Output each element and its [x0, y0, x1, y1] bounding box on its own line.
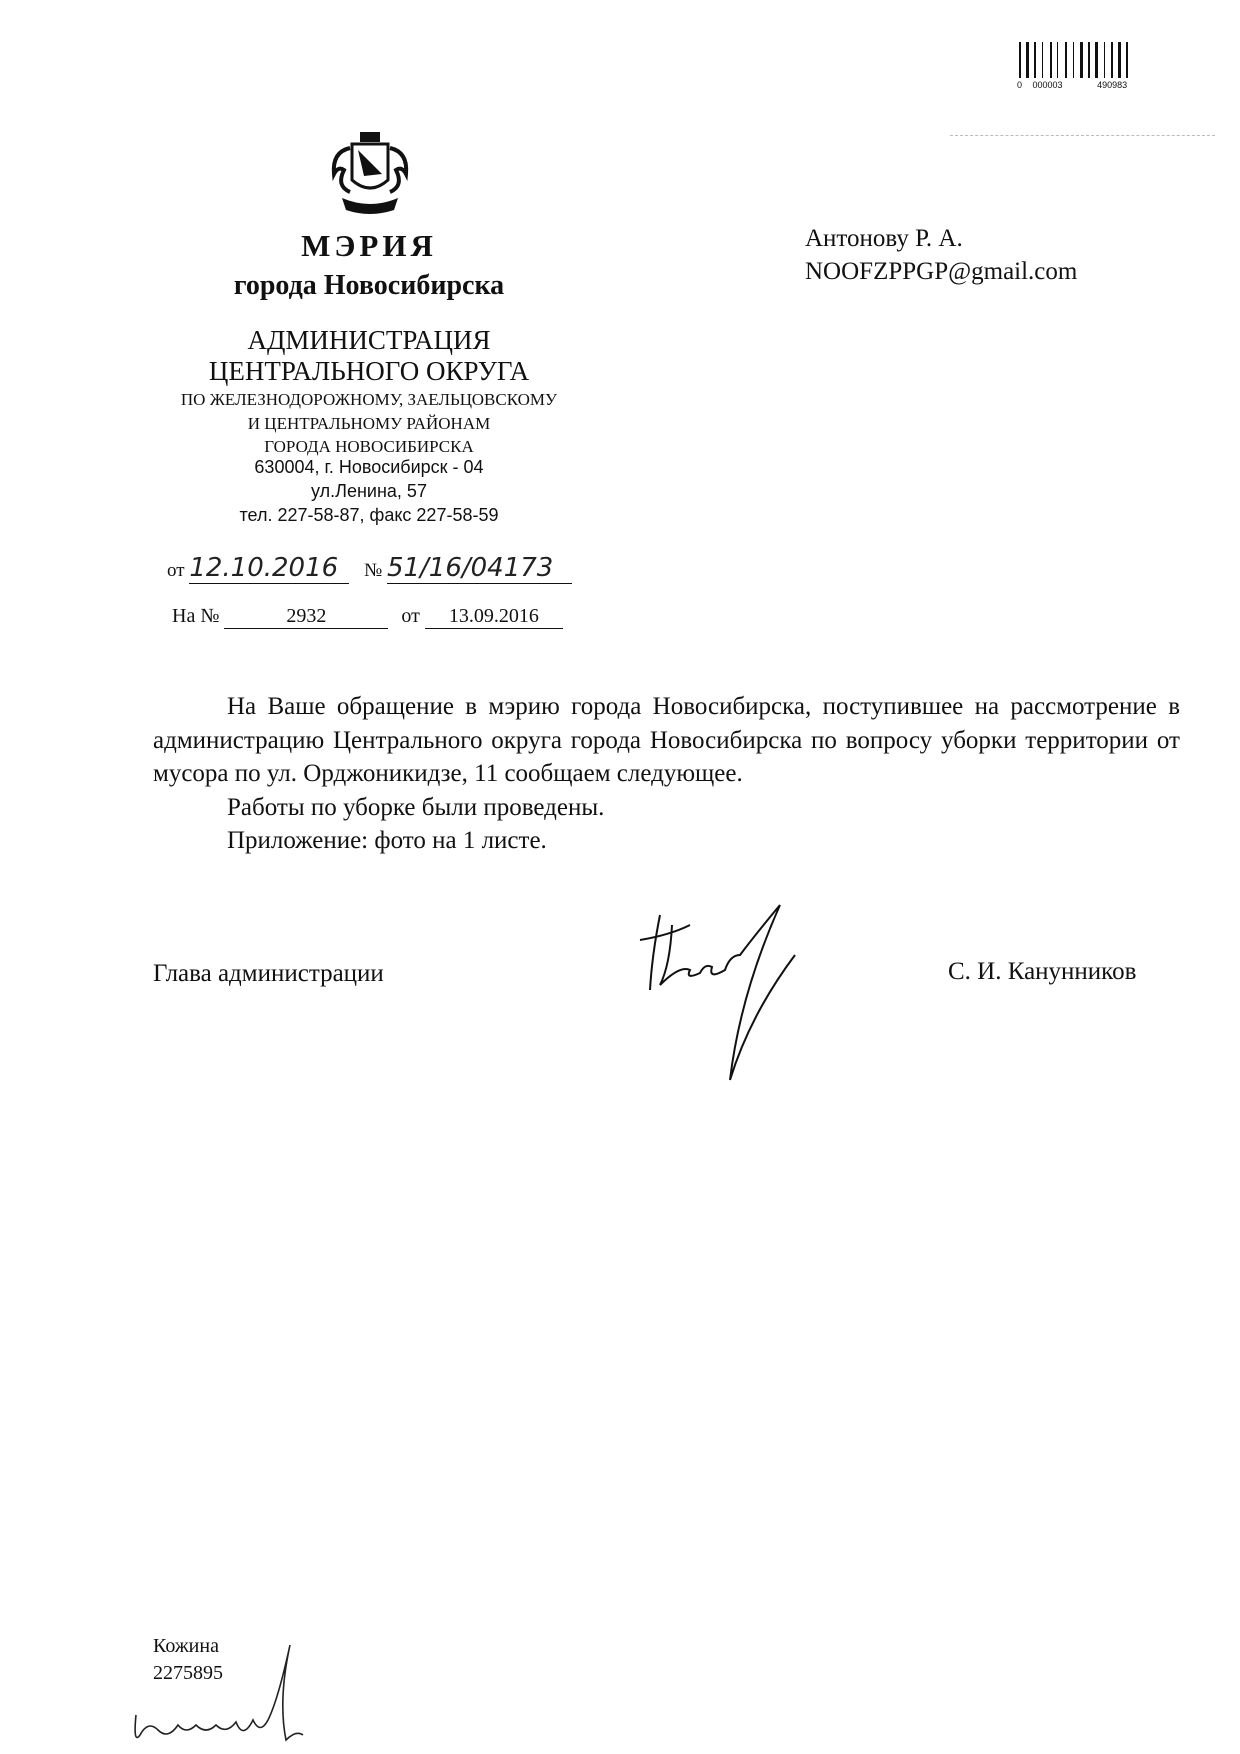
letter-body	[153, 690, 1180, 858]
barcode-bars	[1017, 42, 1153, 82]
scan-noise-line	[950, 135, 1215, 136]
barcode-bar	[1126, 42, 1128, 78]
reply-label: На №	[172, 605, 220, 627]
addressee-email: NOOFZPPGP@gmail.com	[805, 258, 1078, 285]
admin-line-2: ЦЕНТРАЛЬНОГО ОКРУГА	[208, 356, 530, 386]
reply-date: 13.09.2016	[425, 605, 563, 629]
barcode-middle-digits: 000003	[1032, 80, 1063, 90]
signer-name: С. И. Канунников	[948, 958, 1137, 985]
admin-line-1: АДМИНИСТРАЦИЯ	[247, 325, 491, 355]
barcode-bar	[1057, 42, 1058, 78]
barcode-bar	[1073, 42, 1074, 78]
barcode-bar	[1111, 42, 1113, 78]
executor-name: Кожина	[153, 1635, 219, 1657]
reply-number: 2932	[224, 605, 388, 629]
barcode-bar	[1034, 42, 1036, 78]
barcode-bar	[1095, 42, 1098, 78]
barcode-bar	[1019, 42, 1021, 78]
org-title: МЭРИЯ	[301, 228, 437, 263]
address-line-1: 630004, г. Новосибирск - 04	[254, 457, 484, 477]
districts-line-1: ПО ЖЕЛЕЗНОДОРОЖНОМУ, ЗАЕЛЬЦОВСКОМУ	[180, 390, 558, 409]
body-paragraph-2: Работы по уборке были проведены.	[227, 793, 605, 821]
reply-from-label: от	[401, 605, 420, 627]
phone-line: тел. 227-58-87, факс 227-58-59	[239, 505, 499, 525]
barcode-bar	[1080, 42, 1083, 78]
addressee-name: Антонову Р. А.	[805, 225, 963, 252]
barcode-left-digits: 0	[1017, 80, 1023, 90]
signer-position: Глава администрации	[153, 960, 384, 987]
barcode	[1017, 42, 1153, 94]
body-paragraph-1: На Ваше обращение в мэрию города Новосибирска, поступившее на рассмотрение в администрацию Центрального округа города Новосибирска по вопросу уборки территории от мусора по ул. Орджоникидзе, 11 сообщаем следующее.	[153, 693, 1180, 787]
barcode-bar	[1050, 42, 1052, 78]
executor-phone: 2275895	[153, 1662, 223, 1684]
from-label: от	[167, 560, 185, 581]
body-paragraph-3: Приложение: фото на 1 листе.	[227, 827, 547, 854]
address-line-2: ул.Ленина, 57	[311, 481, 427, 501]
executor-scribble	[128, 1640, 338, 1750]
barcode-bar	[1026, 42, 1029, 78]
handwritten-signature	[630, 895, 810, 1095]
barcode-bar	[1042, 42, 1043, 78]
outgoing-registration	[167, 553, 572, 584]
outgoing-date: 12.10.2016	[189, 553, 349, 584]
barcode-bar	[1065, 42, 1067, 78]
barcode-bar	[1104, 42, 1105, 78]
city-emblem-icon	[324, 130, 416, 220]
barcode-right-digits: 490983	[1097, 80, 1128, 90]
outgoing-number: 51/16/04173	[387, 553, 572, 584]
number-label: №	[364, 560, 383, 581]
districts-line-3: ГОРОДА НОВОСИБИРСКА	[264, 437, 474, 456]
reply-registration	[172, 605, 563, 629]
barcode-bar	[1088, 42, 1090, 78]
barcode-bar	[1118, 42, 1121, 78]
districts-line-2: И ЦЕНТРАЛЬНОМУ РАЙОНАМ	[247, 414, 491, 433]
org-city: города Новосибирска	[233, 270, 505, 301]
